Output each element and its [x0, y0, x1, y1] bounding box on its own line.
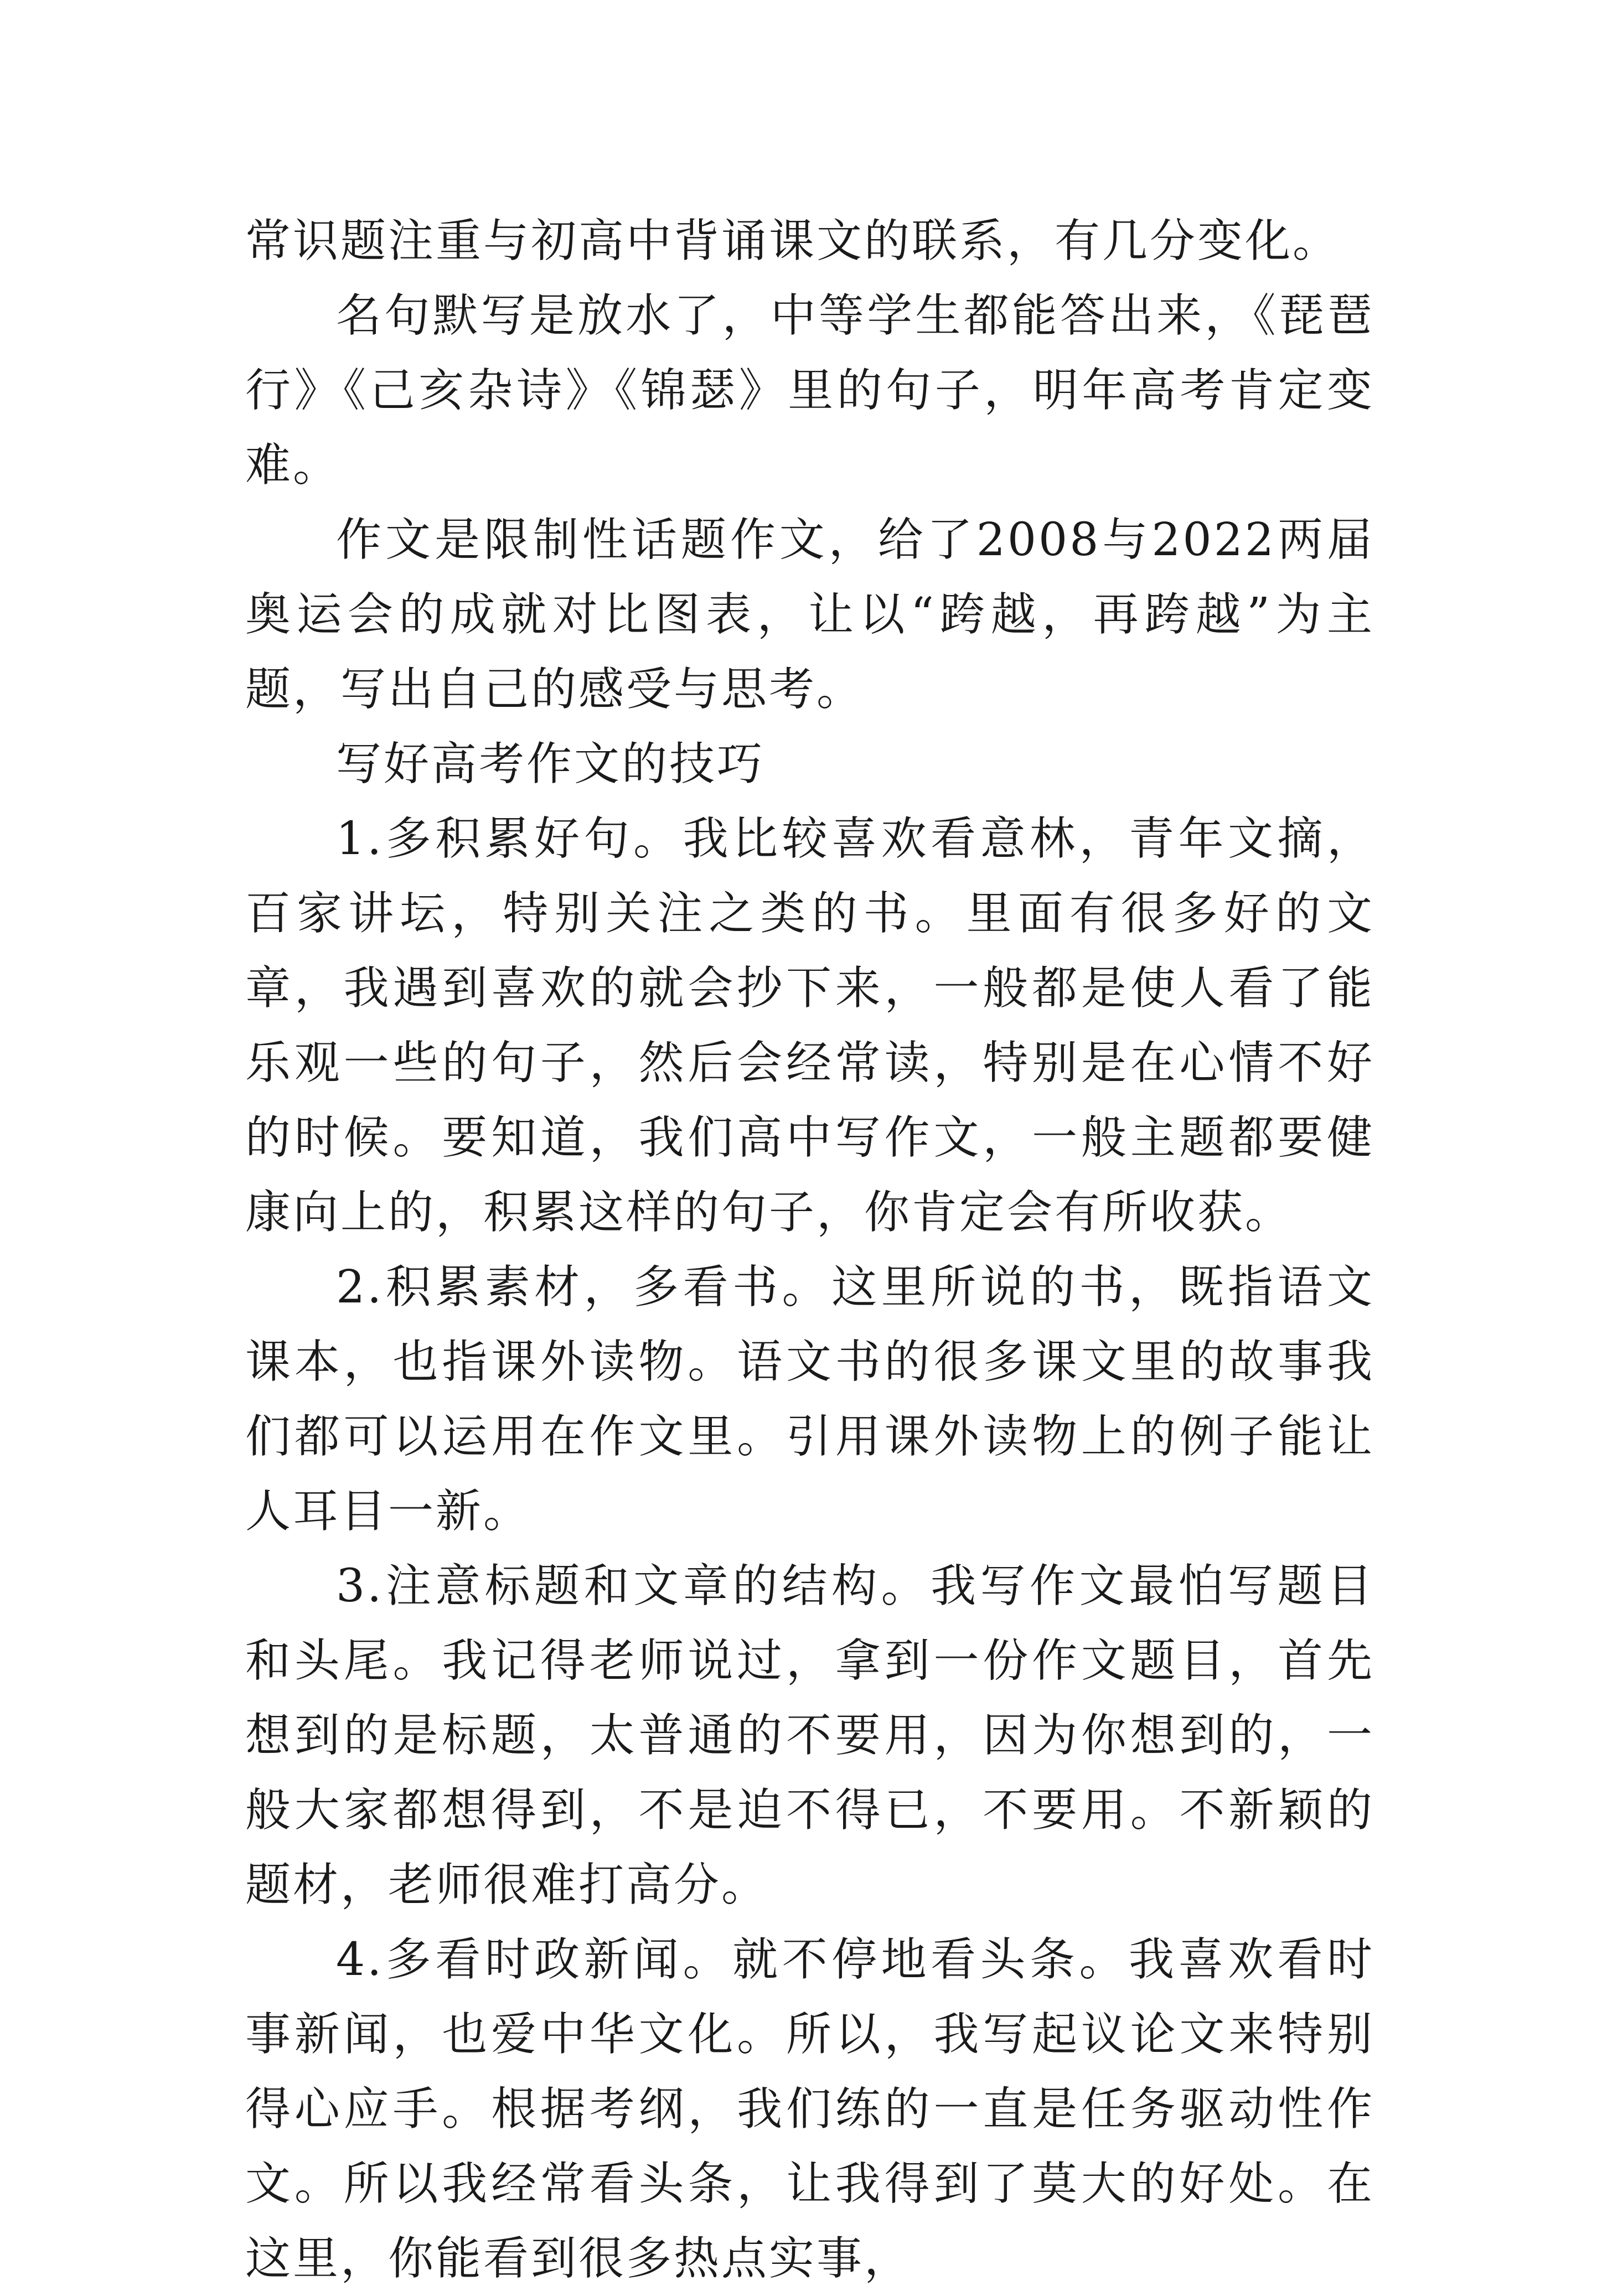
section-heading: 写好高考作文的技巧: [336, 738, 765, 790]
paragraph-tip-1: 1.多积累好句。我比较喜欢看意林，青年文摘，百家讲坛，特别关注之类的书。里面有很多好的文章，我遇到喜欢的就会抄下来，一般都是使人看了能乐观一些的句子，然后会经常读，特别是在心情不好的时候。要知道，我们高中写作文，一般主题都要健康向上的，积累这样的句子，你肯定会有所收获。: [245, 813, 1374, 1239]
document-body: [245, 204, 1374, 2296]
paragraph-famous-lines: 名句默写是放水了，中等学生都能答出来，《琵琶行》《己亥杂诗》《锦瑟》里的句子，明年高考肯定变难。: [245, 289, 1374, 492]
paragraph-tip-3: 3.注意标题和文章的结构。我写作文最怕写题目和头尾。我记得老师说过，拿到一份作文题目，首先想到的是标题，太普通的不要用，因为你想到的，一般大家都想得到，不是迫不得已，不要用。不新颖的题材，老师很难打高分。: [245, 1560, 1374, 1911]
paragraph-tip-2: 2.积累素材，多看书。这里所说的书，既指语文课本，也指课外读物。语文书的很多课文里的故事我们都可以运用在作文里。引用课外读物上的例子能让人耳目一新。: [245, 1261, 1374, 1538]
paragraph-tip-4: 4.多看时政新闻。就不停地看头条。我喜欢看时事新闻，也爱中华文化。所以，我写起议论文来特别得心应手。根据考纲，我们练的一直是任务驱动性作文。所以我经常看头条，让我得到了莫大的好处。在这里，你能看到很多热点实事，: [245, 1933, 1374, 2285]
paragraph-continuation: 常识题注重与初高中背诵课文的联系，有几分变化。: [245, 215, 1341, 267]
paragraph-essay-topic: 作文是限制性话题作文，给了2008与2022两届奥运会的成就对比图表，让以“跨越，再跨越”为主题，写出自己的感受与思考。: [245, 514, 1374, 716]
